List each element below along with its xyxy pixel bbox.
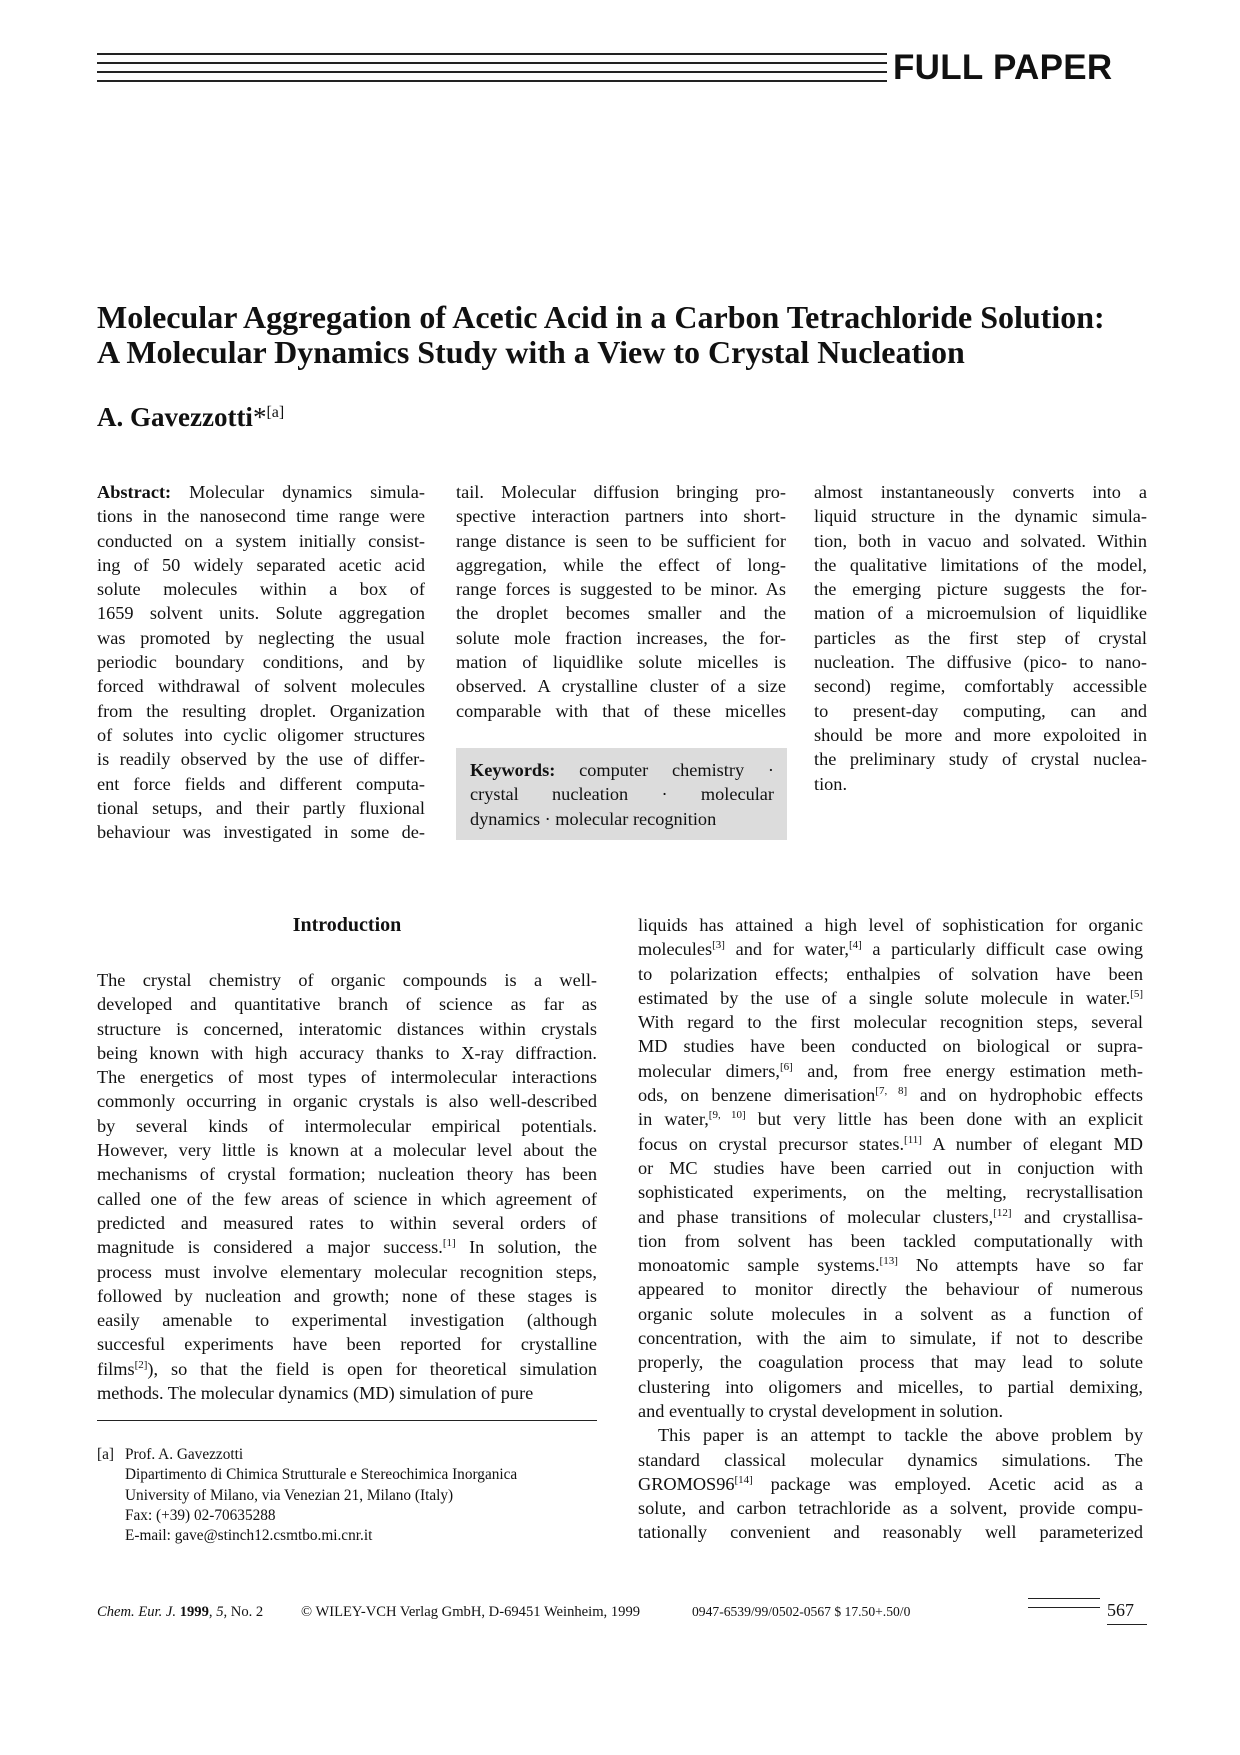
abstract-line: ing of 50 widely separated acetic acid xyxy=(97,554,425,575)
author-mark: * xyxy=(252,402,267,432)
body-line: concentration, with the aim to simulate, if not to describe xyxy=(638,1328,1143,1349)
section-label: FULL PAPER xyxy=(893,48,1113,87)
body-line: solute, and carbon tetrachloride as a solvent, provide compu- xyxy=(638,1498,1143,1519)
body-line: mechanisms of crystal formation; nucleation theory has been xyxy=(97,1164,597,1185)
body-line: in water,[9, 10] but very little has been done with an explicit xyxy=(638,1109,1144,1130)
body-line: followed by nucleation and growth; none of these stages is xyxy=(97,1285,597,1306)
body-line: or MC studies have been carried out in conjuction with xyxy=(638,1157,1143,1178)
abstract-line: second) regime, comfortably accessible xyxy=(814,676,1147,697)
abstract-line: tion, both in vacuo and solvated. Within xyxy=(814,530,1147,551)
abstract-line: aggregation, while the effect of long- xyxy=(456,554,786,575)
article-title xyxy=(97,300,1147,370)
title-line-2: A Molecular Dynamics Study with a View to Crystal Nucleation xyxy=(97,334,965,370)
body-line: to polarization effects; enthalpies of solvation have been xyxy=(638,963,1143,984)
body-line: methods. The molecular dynamics (MD) simulation of pure xyxy=(97,1383,534,1404)
citation-ref: [7, 8] xyxy=(875,1085,908,1098)
abstract-line: should be more and more expoloited in xyxy=(814,724,1147,745)
body-line: molecules[3] and for water,[4] a particularly difficult case owing xyxy=(638,939,1143,960)
body-line: properly, the coagulation process that may lead to solute xyxy=(638,1352,1143,1373)
abstract-line: Abstract: Molecular dynamics simula- xyxy=(97,482,425,502)
citation-ref: [3] xyxy=(712,939,725,952)
body-line: molecular dimers,[6] and, from free energy estimation meth- xyxy=(638,1060,1143,1081)
body-line: clustering into oligomers and micelles, to partial demixing, xyxy=(638,1376,1143,1397)
citation-ref: [6] xyxy=(779,1060,793,1073)
footnote-tag: [a] xyxy=(97,1446,114,1463)
keywords-label: Keywords: xyxy=(470,760,556,780)
abstract-line: to present-day computing, can and xyxy=(814,700,1147,721)
abstract-line: solute molecules within a box of xyxy=(97,579,425,600)
affiliation-ref: [a] xyxy=(266,404,285,421)
body-line: by several kinds of intermolecular empirical potentials. xyxy=(97,1115,597,1136)
keywords-line: crystal nucleation · molecular xyxy=(470,784,774,805)
abstract-line: tions in the nanosecond time range were xyxy=(97,506,425,527)
abstract-line: range forces is suggested to be minor. As xyxy=(456,579,786,600)
body-line: tationally convenient and reasonably well parameterized xyxy=(638,1522,1143,1543)
copyright-notice: © WILEY-VCH Verlag GmbH, D-69451 Weinheim, 1999 xyxy=(301,1604,641,1620)
abstract-line: is readily observed by the use of differ- xyxy=(97,749,425,770)
footnote-line: Dipartimento di Chimica Strutturale e Stereochimica Inorganica xyxy=(125,1466,518,1484)
page-number-underline xyxy=(1107,1624,1147,1625)
body-line: organic solute molecules in a solvent as a function of xyxy=(638,1303,1143,1324)
abstract-line: forced withdrawal of solvent molecules xyxy=(97,676,425,697)
footnote-rule xyxy=(97,1420,597,1421)
abstract-label: Abstract: xyxy=(97,482,172,502)
abstract-line: observed. A crystalline cluster of a size xyxy=(456,676,786,697)
body-line: structure is concerned, interatomic distances within crystals xyxy=(97,1018,597,1039)
body-line: and eventually to crystal development in solution. xyxy=(638,1400,1004,1421)
page-number: 567 xyxy=(1107,1600,1134,1620)
footnote-line: University of Milano, via Venezian 21, Milano (Italy) xyxy=(125,1486,454,1504)
body-line: succesful experiments have been reported for crystalline xyxy=(97,1334,597,1355)
citation-ref: [9, 10] xyxy=(708,1109,746,1122)
abstract-column-2 xyxy=(456,480,786,723)
body-line: called one of the few areas of science in which agreement of xyxy=(97,1188,597,1209)
abstract-line: from the resulting droplet. Organization xyxy=(97,700,425,721)
citation-ref: [4] xyxy=(848,939,862,952)
journal-issue: , No. 2 xyxy=(223,1604,264,1620)
journal-year: 1999 xyxy=(179,1604,209,1620)
citation-ref: [1] xyxy=(442,1237,456,1250)
abstract-line: liquid structure in the dynamic simula- xyxy=(814,506,1147,527)
body-line: easily amenable to experimental investigation (although xyxy=(97,1310,597,1331)
body-line: ods, on benzene dimerisation[7, 8] and on hydrophobic effects xyxy=(638,1085,1143,1106)
body-line: The crystal chemistry of organic compounds is a well- xyxy=(97,970,597,990)
body-line: This paper is an attempt to tackle the above problem by xyxy=(658,1425,1143,1446)
citation-ref: [14] xyxy=(734,1473,753,1486)
abstract-line: ent force fields and different computa- xyxy=(97,773,425,794)
abstract-line: particles as the first step of crystal xyxy=(814,627,1147,648)
title-line-1: Molecular Aggregation of Acetic Acid in a Carbon Tetrachloride Solution: xyxy=(97,299,1105,335)
header-rule-lines xyxy=(97,53,887,83)
journal-name: Chem. Eur. J. xyxy=(97,1604,177,1620)
body-line: standard classical molecular dynamics simulations. The xyxy=(638,1449,1143,1470)
abstract-line: nucleation. The diffusive (pico- to nano- xyxy=(814,652,1147,673)
abstract-line: 1659 solvent units. Solute aggregation xyxy=(97,603,425,624)
citation-ref: [12] xyxy=(993,1206,1012,1219)
abstract-column-1 xyxy=(97,480,425,844)
body-line: being known with high accuracy thanks to X-ray diffraction. xyxy=(97,1042,597,1063)
body-line: monoatomic sample systems.[13] No attempts have so far xyxy=(638,1255,1143,1276)
body-line: process must involve elementary molecular recognition steps, xyxy=(97,1261,597,1282)
body-line: predicted and measured rates to within several orders of xyxy=(97,1212,597,1233)
abstract-line: the preliminary study of crystal nuclea- xyxy=(814,749,1147,770)
body-line: estimated by the use of a single solute molecule in water.[5] xyxy=(638,987,1143,1008)
author-line xyxy=(97,402,284,433)
body-line: and phase transitions of molecular clusters,[12] and crystallisa- xyxy=(638,1206,1143,1227)
footnote-line: Fax: (+39) 02-70635288 xyxy=(125,1506,276,1524)
citation-ref: [13] xyxy=(879,1255,898,1268)
abstract-line: almost instantaneously converts into a xyxy=(814,482,1147,502)
article-code: 0947-6539/99/0502-0567 $ 17.50+.50/0 xyxy=(692,1604,911,1619)
footnote-line: [a] Prof. A. Gavezzotti xyxy=(97,1445,617,1465)
abstract-line: was promoted by neglecting the usual xyxy=(97,627,425,648)
abstract-line: range distance is seen to be sufficient for xyxy=(456,530,786,551)
footnote xyxy=(97,1445,617,1546)
citation-ref: [5] xyxy=(1130,987,1143,1000)
body-line: developed and quantitative branch of science as far as xyxy=(97,994,597,1015)
body-line: sophisticated experiments, on the melting, recrystallisation xyxy=(638,1182,1143,1203)
body-line: GROMOS96[14] package was employed. Acetic acid as a xyxy=(638,1473,1143,1494)
body-line: focus on crystal precursor states.[11] A number of elegant MD xyxy=(638,1133,1143,1154)
body-line: appeared to monitor directly the behaviour of numerous xyxy=(638,1279,1143,1300)
abstract-line: conducted on a system initially consist- xyxy=(97,530,425,551)
abstract-line: of solutes into cyclic oligomer structures xyxy=(97,724,425,745)
body-line: magnitude is considered a major success.[1] In solution, the xyxy=(97,1237,597,1258)
abstract-line: comparable with that of these micelles xyxy=(456,700,786,721)
footnote-line: E-mail: gave@stinch12.csmtbo.mi.cnr.it xyxy=(125,1527,373,1545)
abstract-line: behaviour was investigated in some de- xyxy=(97,822,425,843)
body-line: The energetics of most types of intermolecular interactions xyxy=(97,1067,597,1088)
abstract-line: tional setups, and their partly fluxional xyxy=(97,797,425,818)
journal-citation: Chem. Eur. J. 1999, 5, No. 2 xyxy=(97,1604,264,1620)
abstract-line: solute mole fraction increases, the for- xyxy=(456,627,786,648)
abstract-line: the droplet becomes smaller and the xyxy=(456,603,786,624)
abstract-line: the qualitative limitations of the model, xyxy=(814,554,1147,575)
introduction-heading: Introduction xyxy=(292,914,402,936)
keywords-line: dynamics · molecular recognition xyxy=(470,808,717,829)
body-line: commonly occurring in organic crystals is also well-described xyxy=(97,1091,597,1112)
body-column-1 xyxy=(97,968,597,1405)
abstract-line: periodic boundary conditions, and by xyxy=(97,652,425,673)
abstract-line: tail. Molecular diffusion bringing pro- xyxy=(456,482,786,502)
abstract-line: spective interaction partners into short- xyxy=(456,506,786,527)
body-line: liquids has attained a high level of sophistication for organic xyxy=(638,915,1143,935)
author-name: A. Gavezzotti xyxy=(97,402,253,432)
page-number-rules xyxy=(1028,1598,1100,1612)
abstract-line: mation of liquidlike solute micelles is xyxy=(456,652,786,673)
body-column-2 xyxy=(638,913,1143,1545)
body-line: However, very little is known at a molecular level about the xyxy=(97,1140,597,1161)
body-line: With regard to the first molecular recognition steps, several xyxy=(638,1012,1143,1033)
citation-ref: [11] xyxy=(904,1133,922,1146)
abstract-column-3 xyxy=(814,480,1147,796)
keywords xyxy=(470,758,774,831)
citation-ref: [2] xyxy=(134,1358,148,1371)
abstract-line: the emerging picture suggests the for- xyxy=(814,579,1147,600)
journal-volume: 5 xyxy=(216,1604,224,1620)
keywords-line: Keywords: computer chemistry · xyxy=(470,760,774,780)
abstract-line: mation of a microemulsion of liquidlike xyxy=(814,603,1147,624)
body-line: tion from solvent has been tackled computationally with xyxy=(638,1230,1143,1251)
abstract-line: tion. xyxy=(814,773,848,794)
body-line: MD studies have been conducted on biological or supra- xyxy=(638,1036,1143,1057)
body-line: films[2]), so that the field is open for theoretical simulation xyxy=(97,1358,597,1379)
